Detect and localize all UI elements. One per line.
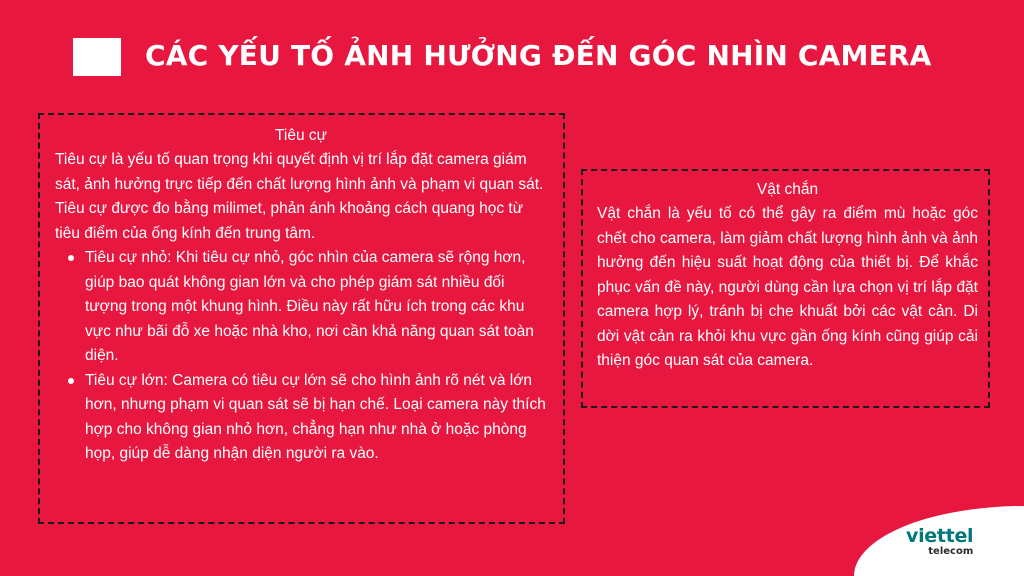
logo-sub: telecom [928,546,974,557]
focal-length-box [38,113,565,524]
bullet-large-focal [85,369,547,467]
focal-length-bullets [55,246,547,467]
title-square [73,38,121,76]
obstruction-text: Vật chắn là yếu tố có thể gây ra điểm mù hoặc góc chết cho camera, làm giảm chất lượng hình ảnh và ảnh hưởng đến hiệu suất hoạt động của thiết bị. Để khắc phục vấn đề này, người dùng cần lựa chọn vị trí lắp đặt camera hợp lý, tránh bị che khuất bởi các vật cản. Di dời vật cản ra khỏi khu vực gần ống kính cũng giúp cải thiện góc quan sát của camera. [597,205,978,369]
logo-name: viettel [906,525,974,547]
viettel-logo [906,527,973,558]
slide-title: CÁC YẾU TỐ ẢNH HƯỞNG ĐẾN GÓC NHÌN CAMERA [145,39,932,72]
bullet-large-focal-text: Tiêu cự lớn: Camera có tiêu cự lớn sẽ cho hình ảnh rõ nét và lớn hơn, nhưng phạm vi quan sát sẽ bị hạn chế. Loại camera này thích hợp cho không gian nhỏ hơn, chẳng hạn như nhà ở hoặc phòng họp, giúp dễ dàng nhận diện người ra vào. [85,371,546,462]
bullet-small-focal-text: Tiêu cự nhỏ: Khi tiêu cự nhỏ, góc nhìn của camera sẽ rộng hơn, giúp bao quát không gian lớn và cho phép giám sát nhiều đối tượng trong một khung hình. Điều này rất hữu ích trong các khu vực như bãi đỗ xe hoặc nhà kho, nơi cần khả năng quan sát toàn diện. [85,249,534,364]
obstruction-heading: Vật chắn [756,181,819,198]
bullet-dot-icon [68,378,74,384]
obstruction-box [581,169,990,408]
focal-length-heading: Tiêu cự [274,127,327,144]
bullet-dot-icon [68,255,74,261]
focal-length-intro: Tiêu cự là yếu tố quan trọng khi quyết định vị trí lắp đặt camera giám sát, ảnh hưởng trực tiếp đến chất lượng hình ảnh và phạm vi quan sát. Tiêu cự được đo bằng milimet, phản ánh khoảng cách quang học từ tiêu điểm của ống kính đến trung tâm. [55,151,544,242]
bullet-small-focal [85,246,547,369]
